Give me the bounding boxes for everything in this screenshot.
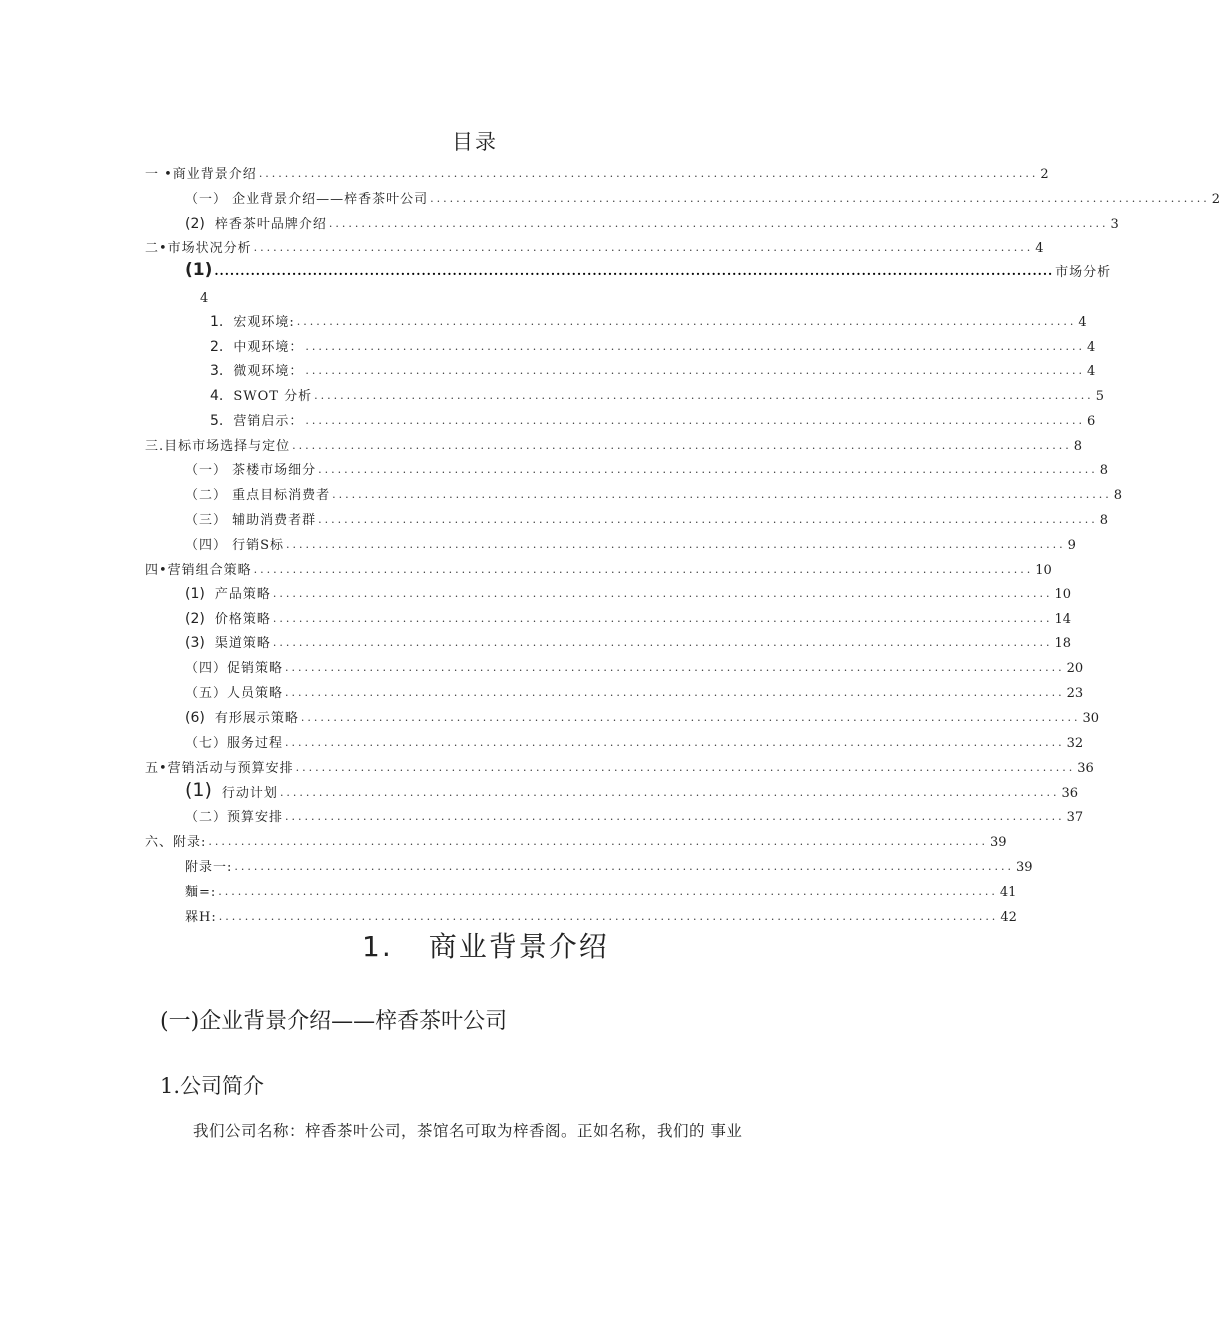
- toc-entry-page: 8: [1099, 513, 1109, 528]
- toc-entry-label: 三.目标市场选择与定位: [145, 439, 291, 454]
- toc-entry-number: (6): [185, 710, 205, 726]
- toc-entry-page-wrap: [200, 284, 260, 306]
- section-heading: [362, 925, 609, 965]
- toc-entry-label: （三） 辅助消费者群: [185, 513, 317, 528]
- toc-leader: ........................................................................................................................: [218, 885, 998, 898]
- toc-entry-label: （一） 茶楼市场细分: [185, 463, 317, 478]
- toc-leader: ........................................................................................................................: [292, 439, 1072, 452]
- section-number: 1.: [362, 930, 393, 963]
- toc-entry-label: 四•营销组合策略: [145, 563, 252, 578]
- toc-entry-page: 5: [1095, 389, 1104, 404]
- toc-entry[interactable]: [185, 605, 1071, 627]
- toc-entry-number: 4.: [210, 388, 224, 404]
- toc-leader: ........................................................................................................................: [285, 686, 1065, 699]
- toc-leader: ........................................................................................................................: [318, 513, 1098, 526]
- toc-entry[interactable]: [210, 308, 1087, 330]
- toc-entry-label: 一 •商业背景介绍: [145, 167, 257, 182]
- toc-entry[interactable]: [185, 679, 1084, 701]
- section-title: 商业背景介绍: [428, 930, 609, 963]
- toc-entry-label: 宏观环境:: [233, 315, 295, 330]
- toc-entry-number: (1): [185, 779, 212, 801]
- toc-entry-page: 8: [1099, 463, 1109, 478]
- toc-leader: ........................................................................................................................: [305, 364, 1085, 377]
- toc-entry[interactable]: [145, 432, 1083, 454]
- toc-entry-page: 20: [1066, 661, 1084, 676]
- toc-entry-label: 价格策略: [214, 612, 271, 627]
- toc-entry-page: 39: [1015, 860, 1033, 875]
- toc-entry-page: 8: [1113, 488, 1123, 503]
- toc-entry[interactable]: [210, 333, 1096, 355]
- toc-entry-label: 行动计划: [221, 786, 278, 801]
- toc-entry-number: (2): [185, 216, 205, 232]
- toc-entry-label: 槑H:: [185, 910, 217, 925]
- toc-entry-number: (1): [185, 586, 205, 602]
- toc-entry[interactable]: [185, 456, 1109, 478]
- toc-entry[interactable]: [185, 531, 1076, 553]
- toc-entry[interactable]: [145, 234, 1044, 256]
- toc-entry[interactable]: [185, 779, 1079, 801]
- toc-entry[interactable]: [185, 704, 1099, 726]
- toc-entry-page: 4: [200, 291, 209, 306]
- toc-leader: ........................................................................................................................: [279, 786, 1060, 799]
- toc-entry-number: (3): [185, 635, 205, 651]
- toc-entry-label: 附录一:: [185, 860, 233, 875]
- toc-entry[interactable]: [145, 828, 1007, 850]
- subsubsection-heading: 1.公司简介: [160, 1074, 265, 1098]
- toc-entry-page: 41: [999, 885, 1017, 900]
- toc-entry[interactable]: [185, 481, 1123, 503]
- toc-entry-label: 麵=:: [185, 885, 217, 900]
- toc-entry-page: 9: [1067, 538, 1076, 553]
- toc-entry[interactable]: [185, 580, 1071, 602]
- toc-leader: ........................................................................................................................: [218, 910, 999, 923]
- toc-entry-page: 42: [1000, 910, 1017, 925]
- toc-entry-label: （一） 企业背景介绍——梓香茶叶公司: [185, 192, 429, 207]
- toc-entry[interactable]: [145, 556, 1052, 578]
- body-paragraph: 我们公司名称：梓香茶叶公司，茶馆名可取为梓香阁。正如名称，我们的 事业: [193, 1122, 743, 1140]
- toc-leader: ........................................................................................................................: [234, 860, 1014, 873]
- toc-entry-label: （四） 行销S标: [185, 538, 285, 553]
- toc-entry-page: 10: [1035, 563, 1052, 578]
- toc-entry-page: 2: [1040, 167, 1049, 182]
- toc-leader: ........................................................................................................................: [272, 636, 1053, 649]
- toc-leader: ........................................................................................................................: [305, 414, 1085, 427]
- toc-entry-label: 市场分析: [1055, 265, 1112, 280]
- toc-entry[interactable]: [185, 629, 1071, 651]
- toc-leader: ........................................................................................................................: [253, 241, 1034, 254]
- toc-entry-page: 4: [1086, 364, 1096, 379]
- toc-title: 目录: [452, 130, 498, 154]
- toc-entry[interactable]: [145, 754, 1094, 776]
- toc-entry-page: 4: [1086, 340, 1096, 355]
- toc-entry-page: 36: [1061, 786, 1079, 801]
- toc-entry-page: 36: [1077, 761, 1094, 776]
- toc-entry-number: 2.: [210, 339, 224, 355]
- toc-entry-page: 14: [1054, 612, 1071, 627]
- toc-entry[interactable]: [185, 654, 1084, 676]
- toc-entry-label: 六、附录:: [145, 835, 207, 850]
- toc-leader: ........................................................................................................................: [328, 217, 1109, 230]
- toc-entry-label: 微观环境：: [233, 364, 304, 379]
- toc-entry-number: 3.: [210, 363, 224, 379]
- toc-entry[interactable]: [185, 185, 1220, 207]
- toc-entry[interactable]: [185, 729, 1084, 751]
- toc-entry-label: （五）人员策略: [185, 686, 284, 701]
- toc-entry[interactable]: [185, 210, 1119, 232]
- toc-entry-page: 18: [1054, 636, 1071, 651]
- toc-entry-label: SWOT 分析: [233, 389, 313, 404]
- toc-leader: ........................................................................................................................: [285, 810, 1065, 823]
- toc-entry-label: 五•营销活动与预算安排: [145, 761, 294, 776]
- toc-entry[interactable]: [145, 160, 1049, 182]
- toc-entry-page: 8: [1073, 439, 1083, 454]
- toc-entry-page: 4: [1035, 241, 1044, 256]
- toc-entry[interactable]: [185, 878, 1017, 900]
- toc-entry-label: （二）预算安排: [185, 810, 284, 825]
- toc-entry-label: 梓香茶叶品牌介绍: [214, 217, 327, 232]
- toc-entry-page: 30: [1082, 711, 1099, 726]
- toc-entry-number: (1): [185, 260, 213, 280]
- toc-entry[interactable]: [210, 382, 1104, 404]
- toc-entry[interactable]: [210, 407, 1096, 429]
- toc-entry[interactable]: [185, 853, 1033, 875]
- toc-entry-label: 中观环境：: [233, 340, 304, 355]
- toc-entry[interactable]: [185, 803, 1084, 825]
- toc-entry-label: 产品策略: [214, 587, 271, 602]
- toc-leader: ........................................................................................................................: [258, 167, 1039, 180]
- toc-leader: ........................................................................................................................: [318, 463, 1098, 476]
- toc-leader: ........................................................................................................................: [285, 736, 1065, 749]
- toc-entry[interactable]: [185, 903, 1017, 925]
- toc-leader: ........................................................................................................................: [332, 488, 1112, 501]
- toc-leader: ........................................................................................................................: [272, 612, 1053, 625]
- toc-entry-page: 2: [1211, 192, 1220, 207]
- toc-leader: ........................................................................................................................: [208, 835, 988, 848]
- toc-leader: ........................................................................................................................: [300, 711, 1081, 724]
- toc-entry-page: 4: [1078, 315, 1087, 330]
- toc-leader: ........................................................................................................................: [314, 389, 1094, 402]
- toc-entry-number: 1.: [210, 314, 224, 330]
- toc-leader: ........................................................................................................................: [430, 192, 1210, 205]
- toc-leader: ..................................................................................................................................................................: [214, 264, 1054, 278]
- toc-entry-label: 二•市场状况分析: [145, 241, 252, 256]
- toc-entry-label: 有形展示策略: [214, 711, 299, 726]
- toc-entry[interactable]: [185, 258, 1112, 280]
- toc-leader: ........................................................................................................................: [296, 315, 1077, 328]
- toc-entry-label: 营销启示：: [233, 414, 304, 429]
- toc-entry-page: 6: [1086, 414, 1096, 429]
- toc-entry-label: （二） 重点目标消费者: [185, 488, 331, 503]
- toc-leader: ........................................................................................................................: [285, 661, 1065, 674]
- toc-leader: ........................................................................................................................: [295, 761, 1076, 774]
- toc-entry-page: 10: [1054, 587, 1071, 602]
- toc-entry-label: 渠道策略: [214, 636, 271, 651]
- toc-entry-page: 37: [1066, 810, 1084, 825]
- toc-entry-number: 5.: [210, 413, 224, 429]
- toc-leader: ........................................................................................................................: [253, 563, 1034, 576]
- toc-entry-label: （七）服务过程: [185, 736, 284, 751]
- toc-entry-number: (2): [185, 611, 205, 627]
- toc-leader: ........................................................................................................................: [286, 538, 1066, 551]
- toc-entry-label: （四）促销策略: [185, 661, 284, 676]
- toc-entry[interactable]: [185, 506, 1109, 528]
- toc-leader: ........................................................................................................................: [272, 587, 1053, 600]
- toc-entry[interactable]: [210, 357, 1096, 379]
- toc-leader: ........................................................................................................................: [305, 340, 1085, 353]
- toc-entry-page: 32: [1066, 736, 1084, 751]
- subsection-heading: (一)企业背景介绍——梓香茶叶公司: [160, 1009, 508, 1034]
- toc-entry-page: 39: [989, 835, 1007, 850]
- toc-entry-page: 3: [1110, 217, 1119, 232]
- toc-entry-page: 23: [1066, 686, 1084, 701]
